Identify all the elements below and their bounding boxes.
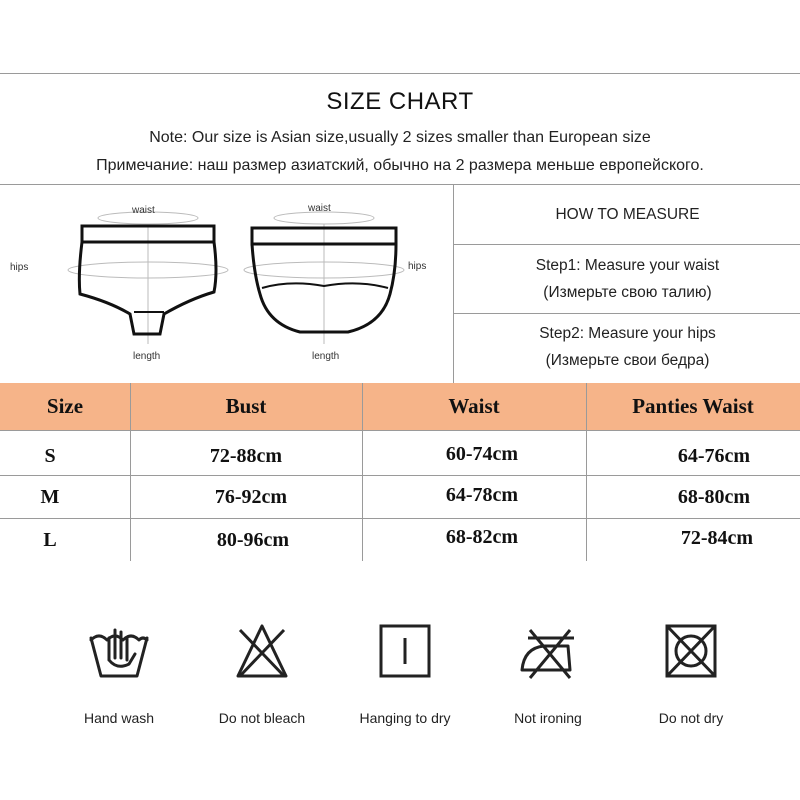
back-length-label: length (312, 351, 340, 362)
step1-english: Step1: Measure your waist (535, 257, 720, 274)
cell-panties-waist: 64-76cm (677, 445, 751, 467)
cell-bust: 80-96cm (216, 529, 290, 551)
front-hips-label: hips (10, 262, 29, 273)
cell-bust: 72-88cm (209, 445, 283, 467)
note-english: Note: Our size is Asian size,usually 2 sizes smaller than European size (149, 129, 651, 146)
section-divider (453, 184, 454, 383)
do-not-dry-icon (651, 620, 731, 680)
cell-panties-waist: 72-84cm (680, 527, 754, 549)
back-view-panties (244, 212, 404, 344)
note-russian: Примечание: наш размер азиатский, обычно на 2 размера меньше европейского. (96, 157, 704, 174)
do-not-bleach-icon (222, 620, 302, 680)
page-title: SIZE CHART (326, 88, 474, 115)
header-bust: Bust (225, 394, 267, 418)
back-waist-label: waist (308, 203, 331, 214)
back-hips-label: hips (408, 261, 427, 272)
not-ironing-icon (508, 620, 588, 680)
care-do-not-bleach (202, 620, 322, 726)
header-waist: Waist (448, 394, 500, 418)
care-label: Do not dry (658, 710, 724, 726)
cell-bust: 76-92cm (214, 486, 288, 508)
cell-size: M (40, 486, 60, 508)
header-panties-waist: Panties Waist (632, 394, 754, 418)
top-divider (0, 73, 800, 74)
care-hanging-to-dry (345, 620, 465, 726)
care-hand-wash (59, 620, 179, 726)
cell-panties-waist: 68-80cm (677, 486, 751, 508)
how-to-divider-2 (453, 313, 800, 314)
front-waist-label: waist (132, 205, 155, 216)
care-label: Do not bleach (218, 710, 306, 726)
care-do-not-dry (631, 620, 751, 726)
front-view-panties (68, 212, 228, 344)
how-to-measure-title: HOW TO MEASURE (555, 206, 700, 223)
panties-measurement-diagram (0, 184, 453, 383)
header-size: Size (46, 394, 84, 418)
cell-size: S (44, 445, 56, 467)
cell-waist: 68-82cm (445, 526, 519, 548)
step1-russian: (Измерьте свою талию) (543, 284, 712, 301)
care-label: Hanging to dry (359, 710, 451, 726)
hand-wash-icon (79, 620, 159, 680)
cell-size: L (43, 529, 57, 551)
cell-waist: 60-74cm (445, 443, 519, 465)
care-label: Not ironing (514, 710, 582, 726)
care-not-ironing (488, 620, 608, 726)
care-label: Hand wash (83, 710, 155, 726)
hanging-to-dry-icon (365, 620, 445, 680)
table-row-divider-0 (0, 430, 800, 431)
step2-russian: (Измерьте свои бедра) (545, 352, 710, 369)
front-length-label: length (133, 351, 161, 362)
step2-english: Step2: Measure your hips (539, 325, 716, 342)
how-to-divider-1 (453, 244, 800, 245)
cell-waist: 64-78cm (445, 484, 519, 506)
